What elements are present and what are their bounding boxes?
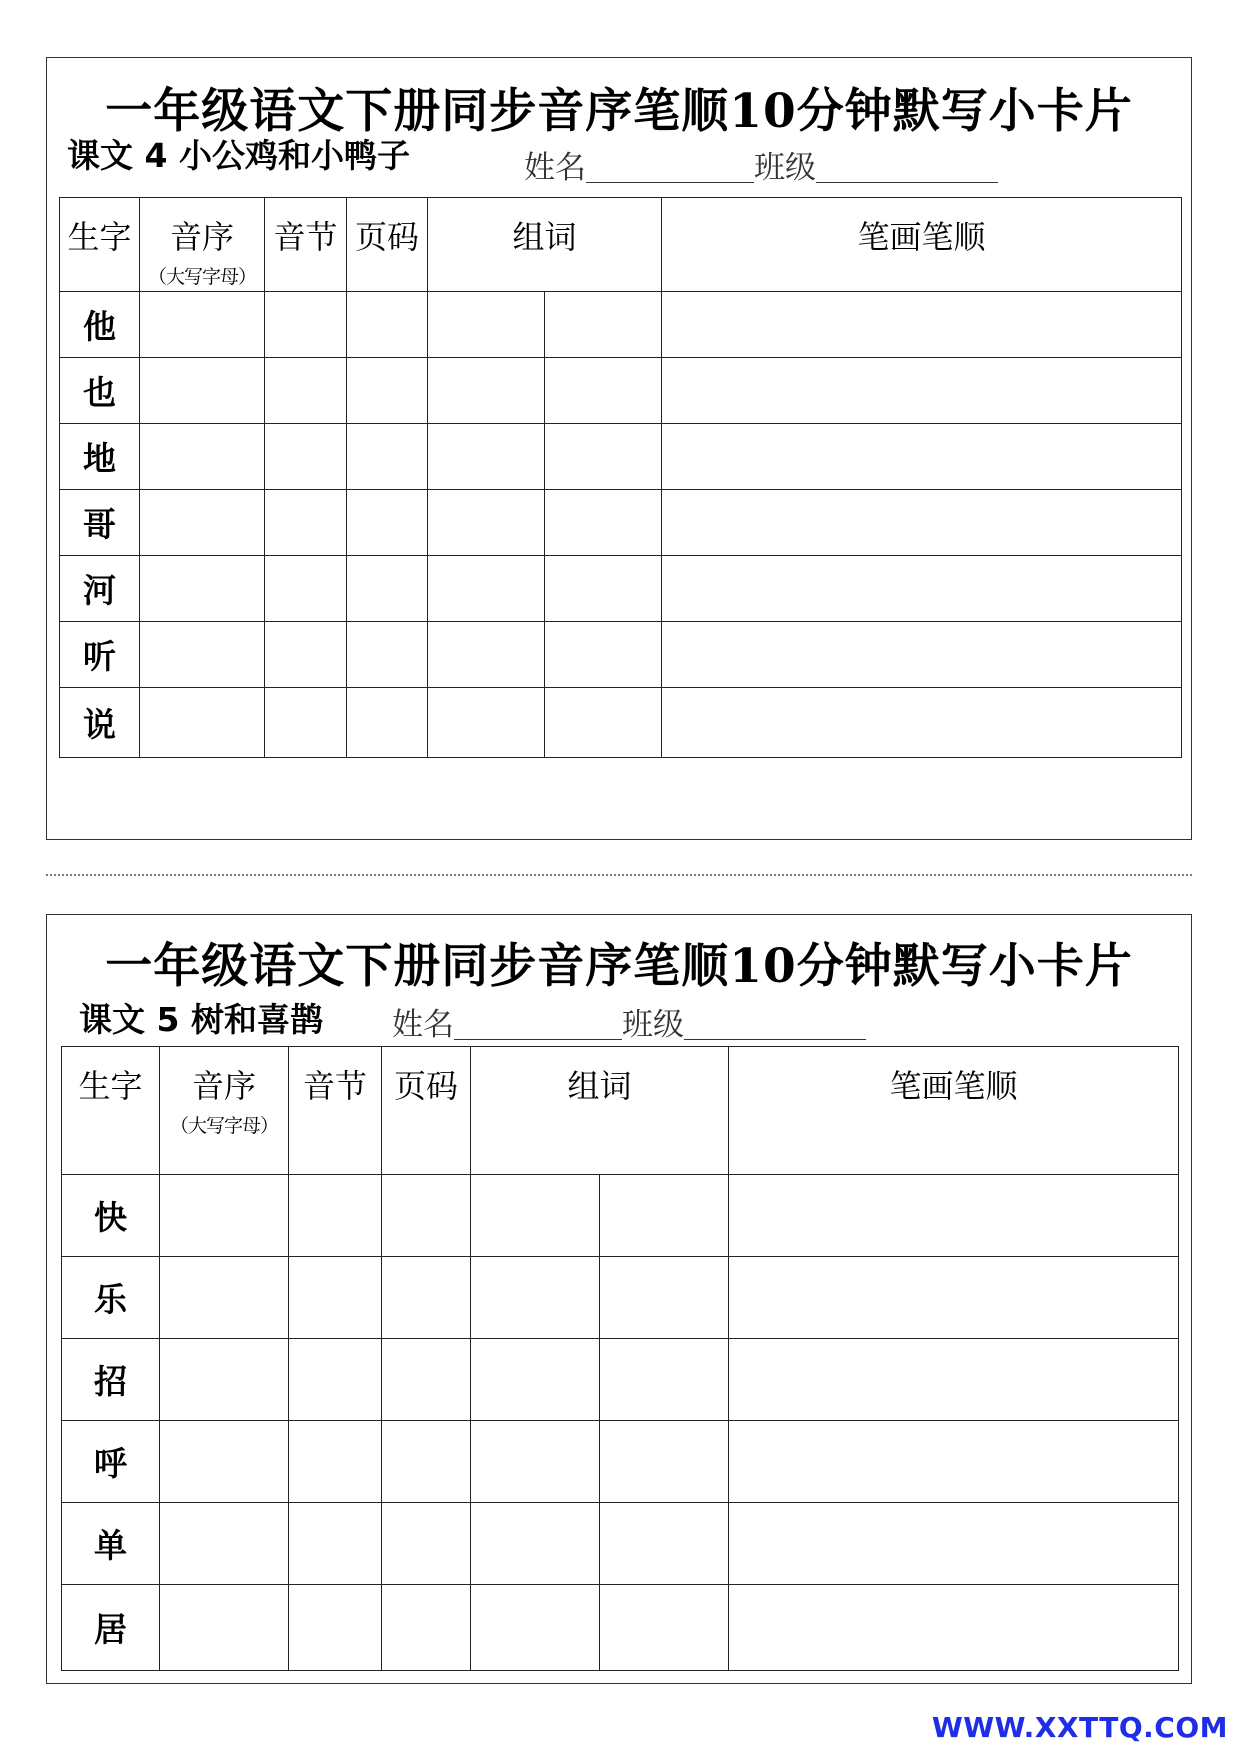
header-char: 生字 (62, 1047, 160, 1175)
strokes-cell[interactable] (729, 1339, 1179, 1421)
character-cell: 也 (60, 358, 140, 424)
syllable-cell[interactable] (265, 424, 347, 490)
dictation-table (59, 197, 1182, 758)
lesson-title: 课文 4 小公鸡和小鸭子 (67, 136, 410, 175)
strokes-cell[interactable] (729, 1257, 1179, 1339)
character-cell: 招 (62, 1339, 160, 1421)
table-row (62, 1503, 1179, 1585)
strokes-cell[interactable] (662, 292, 1182, 358)
order-cell[interactable] (140, 688, 265, 758)
table-row (62, 1339, 1179, 1421)
class-blank[interactable] (816, 154, 998, 183)
header-words: 组词 (471, 1047, 729, 1175)
header-order-note: （大写字母） (147, 266, 256, 288)
word-cell-1[interactable] (471, 1257, 600, 1339)
header-row (62, 1047, 1179, 1175)
page-cell[interactable] (347, 622, 428, 688)
page-cell[interactable] (347, 292, 428, 358)
word-cell-1[interactable] (428, 556, 545, 622)
syllable-cell[interactable] (265, 358, 347, 424)
strokes-cell[interactable] (662, 424, 1182, 490)
header-words: 组词 (428, 198, 662, 292)
header-order-note: （大写字母） (169, 1115, 278, 1137)
cut-line (46, 874, 1192, 876)
strokes-cell[interactable] (729, 1585, 1179, 1671)
word-cell-2[interactable] (545, 292, 662, 358)
syllable-cell[interactable] (289, 1585, 382, 1671)
header-order (160, 1047, 289, 1175)
class-label: 班级 (754, 150, 816, 186)
syllable-cell[interactable] (289, 1339, 382, 1421)
order-cell[interactable] (160, 1257, 289, 1339)
strokes-cell[interactable] (729, 1503, 1179, 1585)
student-fields (524, 142, 998, 187)
table-row (60, 622, 1182, 688)
order-cell[interactable] (140, 292, 265, 358)
header-order (140, 198, 265, 292)
character-cell: 河 (60, 556, 140, 622)
table-row (60, 556, 1182, 622)
syllable-cell[interactable] (265, 688, 347, 758)
name-label: 姓名 (524, 150, 586, 186)
strokes-cell[interactable] (662, 688, 1182, 758)
character-cell: 单 (62, 1503, 160, 1585)
page-cell[interactable] (347, 358, 428, 424)
character-cell: 乐 (62, 1257, 160, 1339)
order-cell[interactable] (160, 1339, 289, 1421)
character-cell: 哥 (60, 490, 140, 556)
syllable-cell[interactable] (265, 292, 347, 358)
strokes-cell[interactable] (662, 556, 1182, 622)
page-cell[interactable] (347, 490, 428, 556)
card-title: 一年级语文下册同步音序笔顺10分钟默写小卡片 (105, 939, 1133, 994)
page-cell[interactable] (347, 424, 428, 490)
name-blank[interactable] (586, 154, 754, 183)
order-cell[interactable] (140, 622, 265, 688)
word-cell-2[interactable] (600, 1257, 729, 1339)
page-cell[interactable] (382, 1257, 471, 1339)
strokes-cell[interactable] (662, 358, 1182, 424)
word-cell-2[interactable] (600, 1585, 729, 1671)
word-cell-2[interactable] (600, 1421, 729, 1503)
header-strokes: 笔画笔顺 (662, 198, 1182, 292)
page-cell[interactable] (382, 1503, 471, 1585)
word-cell-1[interactable] (428, 688, 545, 758)
word-cell-1[interactable] (471, 1421, 600, 1503)
dictation-table (61, 1046, 1179, 1671)
header-strokes: 笔画笔顺 (729, 1047, 1179, 1175)
class-blank[interactable] (684, 1011, 866, 1040)
class-label: 班级 (622, 1007, 684, 1043)
word-cell-1[interactable] (471, 1503, 600, 1585)
word-cell-1[interactable] (428, 358, 545, 424)
student-fields (392, 999, 866, 1044)
syllable-cell[interactable] (289, 1175, 382, 1257)
header-syllable: 音节 (289, 1047, 382, 1175)
word-cell-2[interactable] (545, 490, 662, 556)
page-cell[interactable] (347, 556, 428, 622)
order-cell[interactable] (140, 424, 265, 490)
strokes-cell[interactable] (729, 1175, 1179, 1257)
order-cell[interactable] (160, 1503, 289, 1585)
order-cell[interactable] (140, 490, 265, 556)
word-cell-2[interactable] (600, 1503, 729, 1585)
character-cell: 地 (60, 424, 140, 490)
name-label: 姓名 (392, 1007, 454, 1043)
syllable-cell[interactable] (289, 1503, 382, 1585)
header-page: 页码 (382, 1047, 471, 1175)
header-syllable: 音节 (265, 198, 347, 292)
character-cell: 居 (62, 1585, 160, 1671)
word-cell-1[interactable] (428, 292, 545, 358)
character-cell: 快 (62, 1175, 160, 1257)
order-cell[interactable] (160, 1175, 289, 1257)
name-blank[interactable] (454, 1011, 622, 1040)
header-char: 生字 (60, 198, 140, 292)
order-cell[interactable] (160, 1421, 289, 1503)
word-cell-2[interactable] (545, 424, 662, 490)
character-cell: 说 (60, 688, 140, 758)
syllable-cell[interactable] (265, 556, 347, 622)
word-cell-2[interactable] (545, 358, 662, 424)
table-row (60, 688, 1182, 758)
word-cell-2[interactable] (600, 1175, 729, 1257)
dictation-card-1 (46, 57, 1192, 840)
header-page: 页码 (347, 198, 428, 292)
syllable-cell[interactable] (265, 622, 347, 688)
lesson-title: 课文 5 树和喜鹊 (79, 1000, 323, 1039)
table-row (62, 1175, 1179, 1257)
order-cell[interactable] (160, 1585, 289, 1671)
table-row (62, 1585, 1179, 1671)
table-row (60, 292, 1182, 358)
word-cell-1[interactable] (471, 1175, 600, 1257)
table-row (60, 490, 1182, 556)
page-cell[interactable] (382, 1585, 471, 1671)
table-row (62, 1257, 1179, 1339)
header-row (60, 198, 1182, 292)
word-cell-2[interactable] (545, 622, 662, 688)
syllable-cell[interactable] (289, 1257, 382, 1339)
order-cell[interactable] (140, 556, 265, 622)
word-cell-2[interactable] (545, 688, 662, 758)
header-order-label: 音序 (169, 218, 234, 256)
word-cell-1[interactable] (471, 1585, 600, 1671)
syllable-cell[interactable] (265, 490, 347, 556)
table-row (60, 358, 1182, 424)
dictation-card-2 (46, 914, 1192, 1684)
character-cell: 呼 (62, 1421, 160, 1503)
page-cell[interactable] (382, 1421, 471, 1503)
table-row (62, 1421, 1179, 1503)
word-cell-1[interactable] (428, 622, 545, 688)
card-title: 一年级语文下册同步音序笔顺10分钟默写小卡片 (105, 84, 1133, 139)
word-cell-1[interactable] (428, 424, 545, 490)
table-row (60, 424, 1182, 490)
site-watermark[interactable]: WWW.XXTTQ.COM (931, 1711, 1228, 1744)
syllable-cell[interactable] (289, 1421, 382, 1503)
strokes-cell[interactable] (662, 622, 1182, 688)
character-cell: 听 (60, 622, 140, 688)
word-cell-1[interactable] (428, 490, 545, 556)
word-cell-2[interactable] (545, 556, 662, 622)
page-cell[interactable] (382, 1175, 471, 1257)
word-cell-1[interactable] (471, 1339, 600, 1421)
page-cell[interactable] (382, 1339, 471, 1421)
order-cell[interactable] (140, 358, 265, 424)
word-cell-2[interactable] (600, 1339, 729, 1421)
header-order-label: 音序 (191, 1067, 256, 1105)
character-cell: 他 (60, 292, 140, 358)
page-cell[interactable] (347, 688, 428, 758)
strokes-cell[interactable] (662, 490, 1182, 556)
strokes-cell[interactable] (729, 1421, 1179, 1503)
